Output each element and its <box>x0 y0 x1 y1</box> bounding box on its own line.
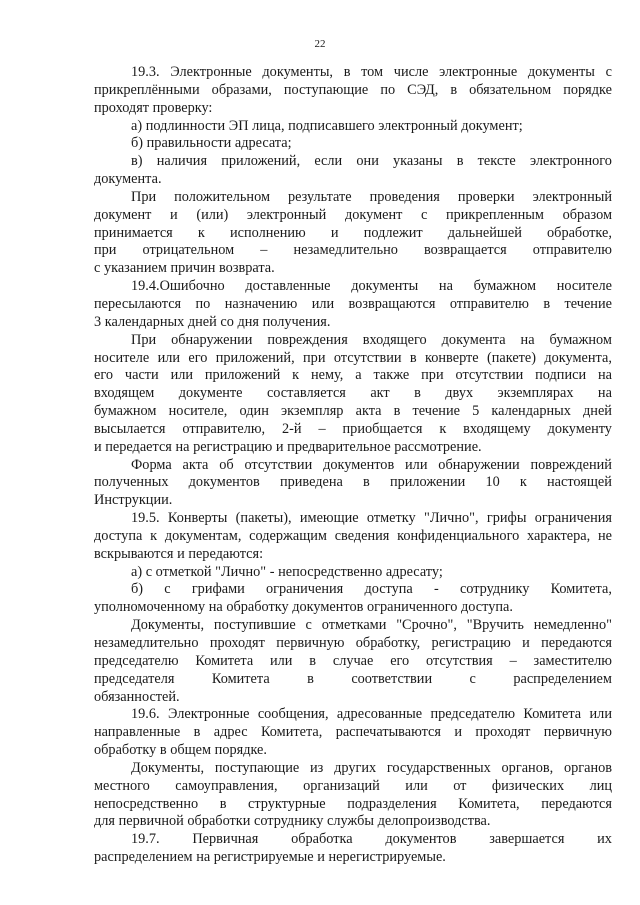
text-line: с указанием причин возврата. <box>94 260 275 277</box>
text-line: 19.6. Электронные сообщения, адресованные председателю Комитета или <box>131 706 612 723</box>
text-line: незамедлительно проходят первичную обработку, регистрацию и передаются <box>94 635 612 651</box>
page-number: 22 <box>314 38 326 50</box>
text-line: а) подлинности ЭП лица, подписавшего электронный документ; <box>131 117 523 134</box>
text-line: уполномоченному на обработку документов ограниченного доступа. <box>94 599 513 616</box>
text-line: обработку в общем порядке. <box>94 742 267 759</box>
text-line: проходят проверку: <box>94 99 213 116</box>
text-line: б) с грифами ограничения доступа - сотруднику Комитета, <box>131 581 612 598</box>
text-line: документа. <box>94 171 162 188</box>
text-line: доступа к документам, содержащим сведения конфиденциального характера, не <box>94 527 612 544</box>
text-line: пересылаются по назначению или возвращаются отправителю в течение <box>94 295 612 312</box>
text-line: а) с отметкой "Лично" - непосредственно адресату; <box>131 563 443 580</box>
text-line: председателю Комитета или в случае его отсутствия – заместителю <box>94 652 612 669</box>
text-line: При положительном результате проведения проверки электронный <box>131 188 612 205</box>
text-line: местного самоуправления, организаций или от физических лиц <box>94 777 612 794</box>
text-line: Документы, поступившие с отметками "Срочно", "Вручить немедленно" <box>131 617 612 634</box>
text-line: председателя Комитета в соответствии с распределением <box>94 670 612 687</box>
text-line: 19.5. Конверты (пакеты), имеющие отметку "Лично", грифы ограничения <box>131 510 612 527</box>
text-line: Инструкции. <box>94 492 173 509</box>
text-line: При обнаружении повреждения входящего документа на бумажном <box>131 331 612 348</box>
text-line: 3 календарных дней со дня получения. <box>94 313 331 330</box>
text-line: входящем документе составляется акт в двух экземплярах на <box>94 385 612 402</box>
text-line: Документы, поступающие из других государственных органов, органов <box>131 759 612 776</box>
text-line: непосредственно в структурные подразделения Комитета, передаются <box>94 795 612 812</box>
document-body <box>94 64 612 867</box>
text-line: б) правильности адресата; <box>131 135 292 152</box>
text-line: обязанностей. <box>94 688 180 705</box>
text-line: при отрицательном – незамедлительно возвращается отправителю <box>94 242 612 259</box>
text-line: полученных документов приведена в приложении 10 к настоящей <box>94 474 612 491</box>
text-line: носителе или его приложений, при отсутствии в конверте (пакете) документа, <box>94 349 612 366</box>
text-line: в) наличия приложений, если они указаны в тексте электронного <box>131 153 612 170</box>
text-line: 19.4.Ошибочно доставленные документы на бумажном носителе <box>131 278 612 295</box>
text-line: бумажном носителе, один экземпляр акта в течение 5 календарных дней <box>94 403 612 420</box>
text-line: 19.3. Электронные документы, в том числе электронные документы с <box>131 64 612 80</box>
text-line: его части или приложений к нему, а также при отсутствии подписи на <box>94 367 612 384</box>
text-line: для первичной обработки сотруднику службы делопроизводства. <box>94 813 491 830</box>
text-line: распределением на регистрируемые и нерегистрируемые. <box>94 849 446 866</box>
text-line: 19.7. Первичная обработка документов завершается их <box>131 831 612 848</box>
text-line: Форма акта об отсутствии документов или обнаружении повреждений <box>131 456 612 473</box>
text-line: принимается к исполнению и подлежит дальнейшей обработке, <box>94 224 612 241</box>
text-line: направленные в адрес Комитета, распечатываются и проходят первичную <box>94 724 612 741</box>
text-line: и передается на регистрацию и предварительное рассмотрение. <box>94 438 482 455</box>
text-line: прикреплёнными образами, поступающие по СЭД, в обязательном порядке <box>94 81 612 98</box>
text-line: документ и (или) электронный документ с прикрепленным образом <box>94 206 612 223</box>
text-line: вскрываются и передаются: <box>94 545 264 562</box>
text-line: высылается отправителю, 2-й – приобщается к входящему документу <box>94 420 612 437</box>
